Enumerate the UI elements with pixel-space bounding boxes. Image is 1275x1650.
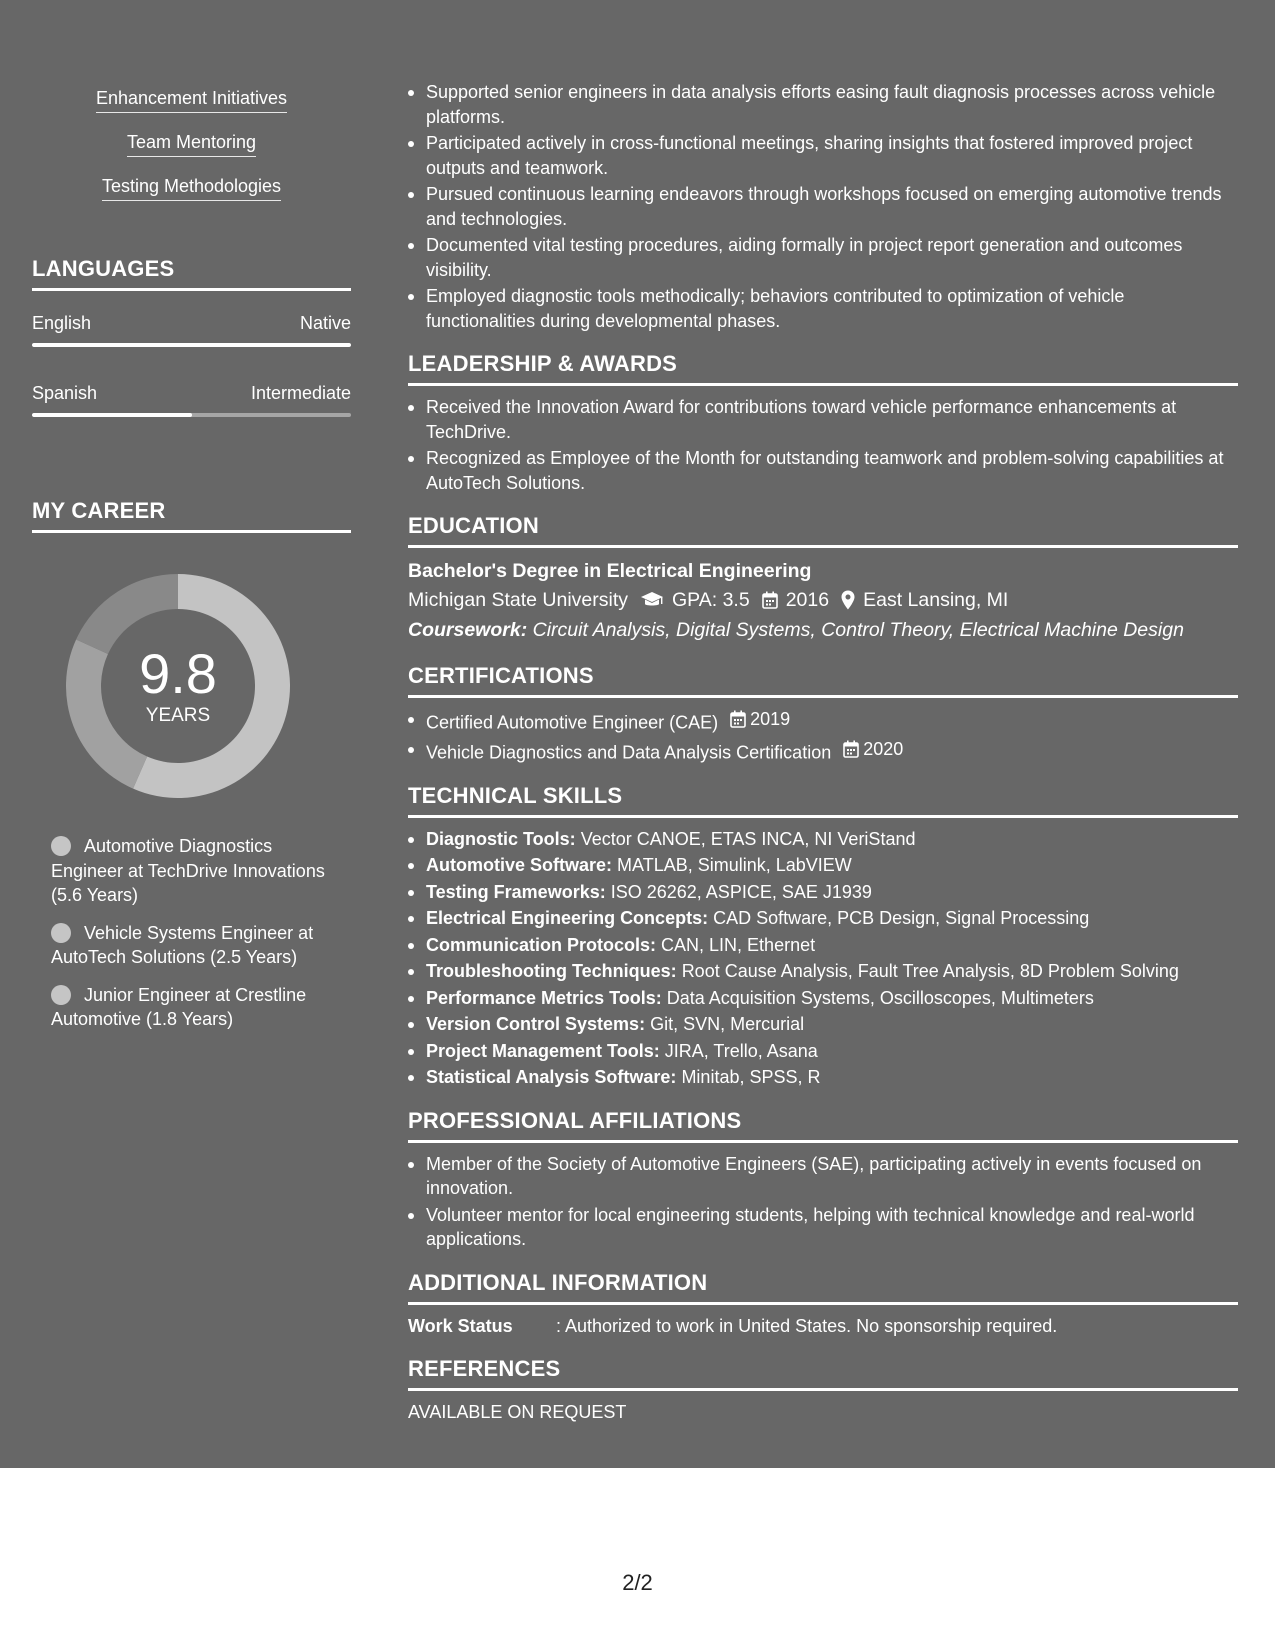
skill-values: ISO 26262, ASPICE, SAE J1939: [610, 881, 872, 902]
legend-dot-icon: [51, 836, 71, 856]
affiliations-heading: PROFESSIONAL AFFILIATIONS: [408, 1108, 1238, 1143]
skill-values: Git, SVN, Mercurial: [650, 1014, 805, 1034]
certification-year: 2020: [863, 738, 904, 759]
certifications-heading: CERTIFICATIONS: [408, 663, 1238, 698]
career-legend-label: Junior Engineer at Crestline Automotive (1.8 Years): [51, 984, 307, 1029]
additional-info-section: [408, 1270, 1238, 1338]
calendar-icon: [843, 740, 859, 758]
coursework-list: Circuit Analysis, Digital Systems, Control Theory, Electrical Machine Design: [532, 619, 1184, 641]
leadership-heading: LEADERSHIP & AWARDS: [408, 351, 1238, 386]
experience-bullet: Participated actively in cross-functional meetings, sharing insights that fostered improved project outputs and teamwork.: [408, 131, 1238, 180]
strength-item: Team Mentoring: [127, 130, 256, 157]
skill-category: Version Control Systems:: [426, 1014, 646, 1034]
location-pin-icon: [841, 590, 855, 610]
coursework: [408, 615, 1238, 645]
main-column: [408, 80, 1238, 1442]
experience-bullet: Employed diagnostic tools methodically; behaviors contributed to optimization of vehicle functionalities during developmental phases.: [408, 284, 1238, 333]
school-name: Michigan State University: [408, 589, 629, 611]
technical-skills-list: [408, 827, 1238, 1090]
references-heading: REFERENCES: [408, 1356, 1238, 1391]
school-location: East Lansing, MI: [863, 589, 1009, 611]
experience-bullets: [408, 80, 1238, 333]
language-level: Native: [299, 313, 351, 333]
leadership-section: [408, 351, 1238, 495]
certifications-section: [408, 663, 1238, 765]
skill-item: [408, 906, 1238, 931]
education-details: [408, 585, 1238, 615]
language-proficiency-bar: [32, 413, 351, 417]
career-total: [66, 574, 290, 798]
languages-heading: LANGUAGES: [32, 256, 351, 291]
skill-category: Troubleshooting Techniques:: [426, 961, 677, 981]
work-status-label: Work Status: [408, 1315, 513, 1336]
skill-item: [408, 1039, 1238, 1064]
language-name: Spanish: [32, 383, 98, 403]
language-level: Intermediate: [250, 383, 351, 403]
affiliation-item: Volunteer mentor for local engineering students, helping with technical knowledge and real-world applications.: [408, 1203, 1238, 1252]
certification-date: [843, 737, 903, 762]
skill-category: Testing Frameworks:: [426, 881, 606, 902]
certification-item: [408, 737, 1238, 765]
experience-bullet: Documented vital testing procedures, aiding formally in project report generation and outcomes visibility.: [408, 233, 1238, 282]
degree-title: Bachelor's Degree in Electrical Engineering: [408, 560, 812, 582]
certification-year: 2019: [750, 709, 791, 729]
career-total-unit: YEARS: [145, 705, 211, 726]
work-status-row: [408, 1314, 1238, 1338]
certifications-list: [408, 707, 1238, 765]
skill-values: JIRA, Trello, Asana: [664, 1040, 818, 1061]
skill-category: Statistical Analysis Software:: [426, 1067, 677, 1087]
leadership-list: [408, 395, 1238, 495]
affiliations-section: [408, 1108, 1238, 1252]
skill-item: [408, 880, 1238, 905]
language-row: [32, 313, 351, 334]
graduation-cap-icon: [640, 591, 664, 609]
language-row: [32, 383, 351, 404]
language-proficiency-fill: [32, 343, 351, 347]
calendar-icon: [762, 591, 778, 609]
page-number: 2/2: [622, 1570, 653, 1595]
skill-item: [408, 1065, 1238, 1090]
skill-item: [408, 1012, 1238, 1037]
work-status-value: : Authorized to work in United States. No sponsorship required.: [556, 1315, 1058, 1336]
experience-bullet: Supported senior engineers in data analysis efforts easing fault diagnosis processes across vehicle platforms.: [408, 80, 1238, 129]
certification-name: Certified Automotive Engineer (CAE): [426, 712, 719, 733]
experience-bullet: Pursued continuous learning endeavors through workshops focused on emerging automotive trends and technologies.: [408, 182, 1238, 231]
leadership-item: Received the Innovation Award for contributions toward vehicle performance enhancements at TechDrive.: [408, 395, 1238, 444]
skill-values: Root Cause Analysis, Fault Tree Analysis, 8D Problem Solving: [681, 961, 1179, 981]
certification-item: [408, 707, 1238, 735]
skill-values: CAN, LIN, Ethernet: [661, 934, 816, 955]
education-heading: EDUCATION: [408, 513, 1238, 548]
career-legend-item: [51, 921, 341, 970]
skill-item: [408, 933, 1238, 958]
career-total-value: 9.8: [139, 642, 217, 705]
career-legend-item: [51, 834, 341, 908]
additional-info-heading: ADDITIONAL INFORMATION: [408, 1270, 1238, 1305]
skill-category: Automotive Software:: [426, 855, 613, 875]
skill-category: Project Management Tools:: [426, 1040, 660, 1061]
skill-category: Electrical Engineering Concepts:: [426, 908, 709, 928]
skill-item: [408, 959, 1238, 984]
calendar-icon: [730, 710, 746, 728]
skill-category: Diagnostic Tools:: [426, 828, 576, 849]
language-proficiency-bar: [32, 343, 351, 347]
strength-item: Testing Methodologies: [102, 174, 281, 201]
legend-dot-icon: [51, 985, 71, 1005]
skill-values: CAD Software, PCB Design, Signal Processing: [713, 908, 1090, 928]
language-proficiency-fill: [32, 413, 192, 417]
career-donut-chart: [66, 574, 290, 798]
skill-values: Data Acquisition Systems, Oscilloscopes, Multimeters: [666, 987, 1094, 1008]
graduation-year: 2016: [785, 589, 830, 611]
career-legend-item: [51, 983, 341, 1032]
career-legend-label: Vehicle Systems Engineer at AutoTech Solutions (2.5 Years): [51, 922, 314, 967]
skill-values: MATLAB, Simulink, LabVIEW: [617, 855, 852, 875]
certification-date: [730, 707, 790, 732]
affiliations-list: [408, 1152, 1238, 1252]
leadership-item: Recognized as Employee of the Month for outstanding teamwork and problem-solving capabilities at AutoTech Solutions.: [408, 446, 1238, 495]
legend-dot-icon: [51, 923, 71, 943]
career-heading: MY CAREER: [32, 498, 351, 533]
skill-category: Communication Protocols:: [426, 934, 657, 955]
career-legend-label: Automotive Diagnostics Engineer at TechDrive Innovations (5.6 Years): [51, 836, 325, 905]
technical-skills-section: [408, 783, 1238, 1090]
education-section: [408, 513, 1238, 645]
language-name: English: [32, 313, 92, 333]
gpa: GPA: 3.5: [672, 589, 750, 611]
skill-item: [408, 827, 1238, 852]
skill-values: Vector CANOE, ETAS INCA, NI VeriStand: [580, 828, 916, 849]
career-legend: [51, 834, 341, 1045]
skill-item: [408, 986, 1238, 1011]
coursework-label: Coursework:: [408, 619, 528, 641]
certification-name: Vehicle Diagnostics and Data Analysis Certification: [426, 742, 832, 762]
affiliation-item: Member of the Society of Automotive Engineers (SAE), participating actively in events focused on innovation.: [408, 1152, 1238, 1201]
skill-category: Performance Metrics Tools:: [426, 987, 662, 1008]
technical-skills-heading: TECHNICAL SKILLS: [408, 783, 1238, 818]
strengths-list: [32, 86, 351, 218]
references-text: AVAILABLE ON REQUEST: [408, 1401, 627, 1422]
skill-values: Minitab, SPSS, R: [681, 1067, 821, 1087]
skill-item: [408, 853, 1238, 878]
strength-item: Enhancement Initiatives: [96, 86, 287, 113]
references-section: [408, 1356, 1238, 1424]
